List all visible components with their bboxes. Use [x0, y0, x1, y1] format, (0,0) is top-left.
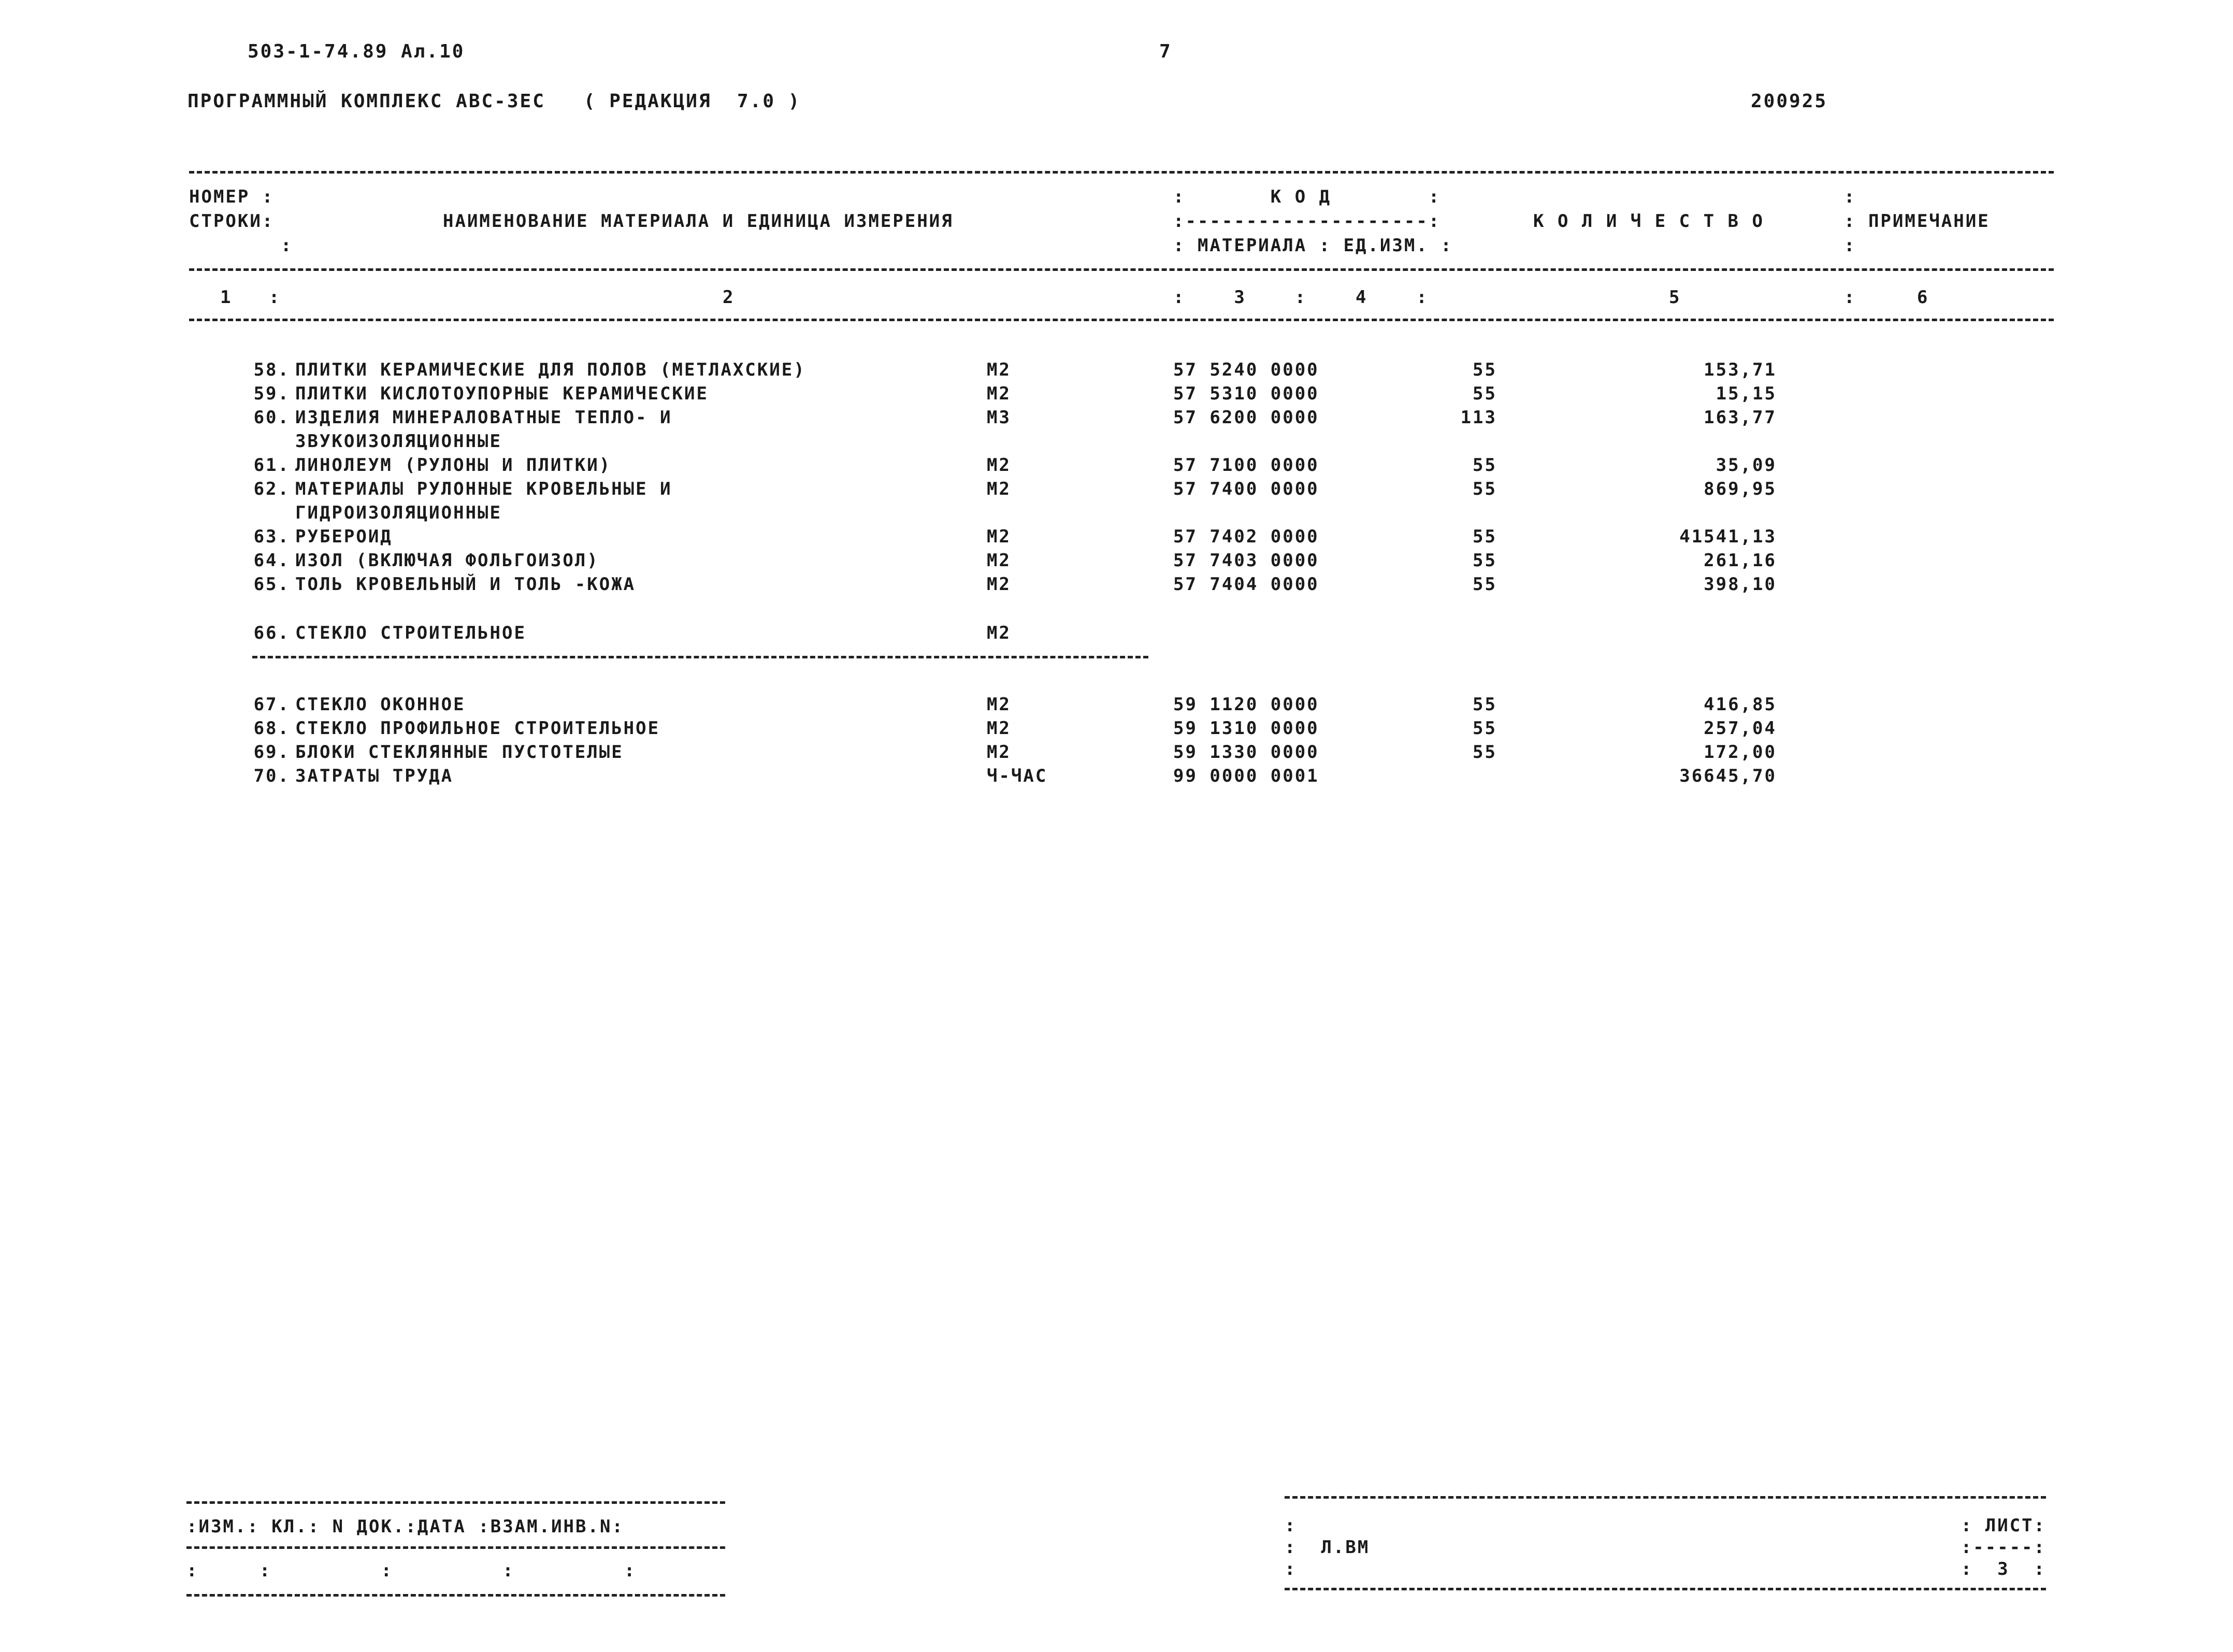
row-number: 59. [253, 383, 290, 404]
table-row [0, 576, 2233, 599]
group-separator-rule [252, 656, 1148, 658]
table-row [0, 361, 2233, 385]
sheet-label: : ЛИСТ: [1961, 1515, 2046, 1536]
unit: Ч-ЧАС [987, 766, 1048, 786]
quantity: 172,00 [1704, 742, 1777, 763]
header-note-colon-top: : [1844, 186, 1856, 207]
row-number: 60. [253, 407, 290, 428]
material-code: 57 6200 0000 [1173, 407, 1319, 428]
header-row-label-3: : [281, 235, 293, 256]
material-name: СТЕКЛО ОКОННОЕ [295, 694, 466, 715]
header-code-subcolumns: : МАТЕРИАЛА : ЕД.ИЗМ. : [1173, 235, 1453, 256]
unit: М2 [987, 550, 1011, 571]
row-number: 63. [253, 526, 290, 547]
material-code: 59 1120 0000 [1173, 694, 1319, 715]
row-number: 64. [253, 550, 290, 571]
unit: М2 [987, 360, 1011, 380]
quantity: 257,04 [1704, 718, 1777, 739]
table-row [0, 720, 2233, 743]
table-row [0, 528, 2233, 552]
footer-left-middle-rule [186, 1546, 725, 1549]
table-row [0, 552, 2233, 576]
footer-left-cells: : : : : : [186, 1560, 637, 1581]
footer-right-code: : Л.ВМ [1285, 1537, 1370, 1558]
footer-left-top-rule [186, 1501, 725, 1504]
unit: М2 [987, 526, 1011, 547]
material-name: РУБЕРОИД [295, 526, 393, 547]
table-row [0, 480, 2233, 504]
footer-right-bottom-rule [1285, 1588, 2046, 1590]
quantity: 398,10 [1704, 574, 1777, 595]
unit-code: 55 [1473, 550, 1497, 571]
unit-code: 55 [1473, 742, 1497, 763]
row-number: 70. [253, 766, 290, 786]
quantity: 15,15 [1716, 383, 1777, 404]
material-code: 59 1330 0000 [1173, 742, 1319, 763]
sheet-number: : 3 : [1961, 1559, 2046, 1579]
unit-code: 55 [1473, 360, 1497, 380]
row-number: 68. [253, 718, 290, 739]
unit-code: 113 [1460, 407, 1497, 428]
unit-code: 55 [1473, 383, 1497, 404]
table-row [0, 504, 2233, 528]
unit: М2 [987, 455, 1011, 476]
quantity: 163,77 [1704, 407, 1777, 428]
unit-code: 55 [1473, 574, 1497, 595]
unit-code: 55 [1473, 526, 1497, 547]
header-quantity-column: К О Л И Ч Е С Т В О [1533, 211, 1764, 232]
row-number: 66. [253, 623, 290, 643]
header-bottom-rule [189, 319, 2054, 321]
unit: М3 [987, 407, 1011, 428]
quantity: 36645,70 [1679, 766, 1777, 786]
material-name: ЗВУКОИЗОЛЯЦИОННЫЕ [295, 431, 502, 452]
row-number: 62. [253, 479, 290, 499]
column-number-3-4: : 3 : 4 : [1173, 287, 1429, 308]
row-number: 67. [253, 694, 290, 715]
table-row [0, 456, 2233, 480]
material-name: ПЛИТКИ КИСЛОТОУПОРНЫЕ КЕРАМИЧЕСКИЕ [295, 383, 709, 404]
material-code: 57 5310 0000 [1173, 383, 1319, 404]
row-number: 58. [253, 360, 290, 380]
unit-code: 55 [1473, 718, 1497, 739]
quantity: 153,71 [1704, 360, 1777, 380]
table-row [0, 696, 2233, 720]
material-name: ИЗДЕЛИЯ МИНЕРАЛОВАТНЫЕ ТЕПЛО- И [295, 407, 672, 428]
material-name: СТЕКЛО ПРОФИЛЬНОЕ СТРОИТЕЛЬНОЕ [295, 718, 660, 739]
page-number: 7 [1159, 41, 1172, 62]
document-code: 503-1-74.89 Ал.10 [248, 41, 465, 62]
material-code: 59 1310 0000 [1173, 718, 1319, 739]
column-number-1: 1 : [220, 287, 281, 308]
document-date: 200925 [1751, 91, 1828, 112]
material-code: 57 7404 0000 [1173, 574, 1319, 595]
table-row [0, 433, 2233, 456]
material-code: 57 5240 0000 [1173, 360, 1319, 380]
unit: М2 [987, 742, 1011, 763]
header-code-column: : К О Д : [1173, 186, 1441, 207]
row-number: 69. [253, 742, 290, 763]
unit: М2 [987, 718, 1011, 739]
material-name: СТЕКЛО СТРОИТЕЛЬНОЕ [295, 623, 526, 643]
unit-code: 55 [1473, 694, 1497, 715]
footer-left-bottom-rule [186, 1594, 725, 1597]
material-code: 57 7403 0000 [1173, 550, 1319, 571]
material-name: ЗАТРАТЫ ТРУДА [295, 766, 454, 786]
header-name-column: НАИМЕНОВАНИЕ МАТЕРИАЛА И ЕДИНИЦА ИЗМЕРЕНИЯ [443, 211, 954, 232]
material-name: ЛИНОЛЕУМ (РУЛОНЫ И ПЛИТКИ) [295, 455, 612, 476]
material-name: ТОЛЬ КРОВЕЛЬНЫЙ И ТОЛЬ -КОЖА [295, 574, 636, 595]
unit: М2 [987, 623, 1011, 643]
material-code: 99 0000 0001 [1173, 766, 1319, 786]
header-note-column: : ПРИМЕЧАНИЕ [1844, 211, 1990, 232]
header-middle-rule [189, 268, 2054, 271]
row-number: 61. [253, 455, 290, 476]
table-row [0, 624, 2233, 648]
unit: М2 [987, 479, 1011, 499]
table-row [0, 409, 2233, 433]
material-code: 57 7402 0000 [1173, 526, 1319, 547]
material-name: БЛОКИ СТЕКЛЯННЫЕ ПУСТОТЕЛЫЕ [295, 742, 624, 763]
header-note-colon-bottom: : [1844, 235, 1856, 256]
unit: М2 [987, 383, 1011, 404]
material-name: МАТЕРИАЛЫ РУЛОННЫЕ КРОВЕЛЬНЫЕ И [295, 479, 672, 499]
header-code-divider: :--------------------: [1173, 211, 1441, 232]
material-code: 57 7100 0000 [1173, 455, 1319, 476]
material-code: 57 7400 0000 [1173, 479, 1319, 499]
quantity: 35,09 [1716, 455, 1777, 476]
unit-code: 55 [1473, 455, 1497, 476]
table-row [0, 767, 2233, 791]
header-row-label-2: СТРОКИ: [189, 211, 275, 232]
column-number-6: : 6 [1844, 287, 1929, 308]
program-title: ПРОГРАММНЫЙ КОМПЛЕКС АВС-3ЕС ( РЕДАКЦИЯ 7.0 ) [188, 91, 801, 112]
header-row-label-1: НОМЕР : [189, 186, 275, 207]
quantity: 41541,13 [1679, 526, 1777, 547]
footer-right-colon-bottom: : [1285, 1559, 1297, 1579]
quantity: 261,16 [1704, 550, 1777, 571]
unit: М2 [987, 694, 1011, 715]
quantity: 869,95 [1704, 479, 1777, 499]
header-top-rule [189, 171, 2054, 174]
footer-right-colon-top: : [1285, 1515, 1297, 1536]
material-name: ГИДРОИЗОЛЯЦИОННЫЕ [295, 502, 502, 523]
column-number-5: 5 [1669, 287, 1681, 308]
unit: М2 [987, 574, 1011, 595]
sheet-divider: :-----: [1961, 1537, 2046, 1558]
table-row [0, 743, 2233, 767]
material-name: ПЛИТКИ КЕРАМИЧЕСКИЕ ДЛЯ ПОЛОВ (МЕТЛАХСКИЕ) [295, 360, 806, 380]
column-number-2: 2 [723, 287, 735, 308]
table-row [0, 385, 2233, 409]
footer-right-top-rule [1285, 1496, 2046, 1499]
unit-code: 55 [1473, 479, 1497, 499]
row-number: 65. [253, 574, 290, 595]
footer-left-headings: :ИЗМ.: КЛ.: N ДОК.:ДАТА :ВЗАМ.ИНВ.N: [186, 1516, 624, 1537]
quantity: 416,85 [1704, 694, 1777, 715]
material-name: ИЗОЛ (ВКЛЮЧАЯ ФОЛЬГОИЗОЛ) [295, 550, 599, 571]
